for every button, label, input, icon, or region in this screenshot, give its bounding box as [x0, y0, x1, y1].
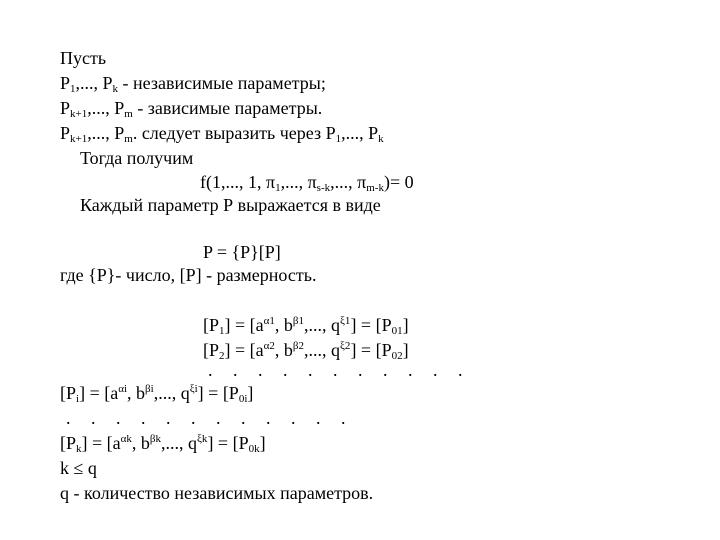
- line-dependent-params: $P_{k+1}$,..., $P_m$ - зависимые параметры.: [60, 98, 323, 120]
- formula-param-form: P = {P}[P]: [203, 242, 281, 262]
- line-where-number: где {P}- число, [P] - размерность.: [60, 265, 317, 285]
- formula-k-le-q: k ≤ q: [60, 458, 97, 478]
- formula-function: f(1,..., 1, $\pi_1$,..., $\pi_{s-k}$,..., $\pi_{m-k})= 0$: [200, 172, 414, 194]
- line-intro: Пусть: [60, 48, 107, 68]
- formula-p1: $[P_1] = [a^{\alpha 1}$, $b^{\beta 1}$,..., $q^{\xi 1}] = [P_{01}]$: [203, 315, 409, 337]
- line-independent-params: $P_1$,..., $P_k$ - независимые параметры;: [60, 73, 326, 95]
- line-q-count: q - количество независимых параметров.: [60, 483, 374, 503]
- dots-row-1: . . . . . . . . . . .: [208, 360, 471, 380]
- formula-pi: $[P_i] = [a^{\alpha i}$, $b^{\beta i}$,..., $q^{\xi i}] = [P_{0i}]$: [60, 383, 254, 405]
- formula-pk: $[P_k] = [a^{\alpha k}$, $b^{\beta k}$,..., $q^{\xi k}] = [P_{0k}]$: [60, 433, 266, 455]
- line-each-param: Каждый параметр Р выражается в виде: [80, 195, 381, 215]
- formula-p2: $[P_2] = [a^{\alpha 2}$, $b^{\beta 2}$,..., $q^{\xi 2}] = [P_{02}]$: [203, 340, 409, 362]
- line-express-through: $P_{k+1}$,..., $P_m$. следует выразить через $P_1$,..., $P_k$: [60, 123, 384, 145]
- dots-row-2: . . . . . . . . . . . .: [66, 408, 354, 428]
- line-then-we-get: Тогда получим: [80, 148, 194, 168]
